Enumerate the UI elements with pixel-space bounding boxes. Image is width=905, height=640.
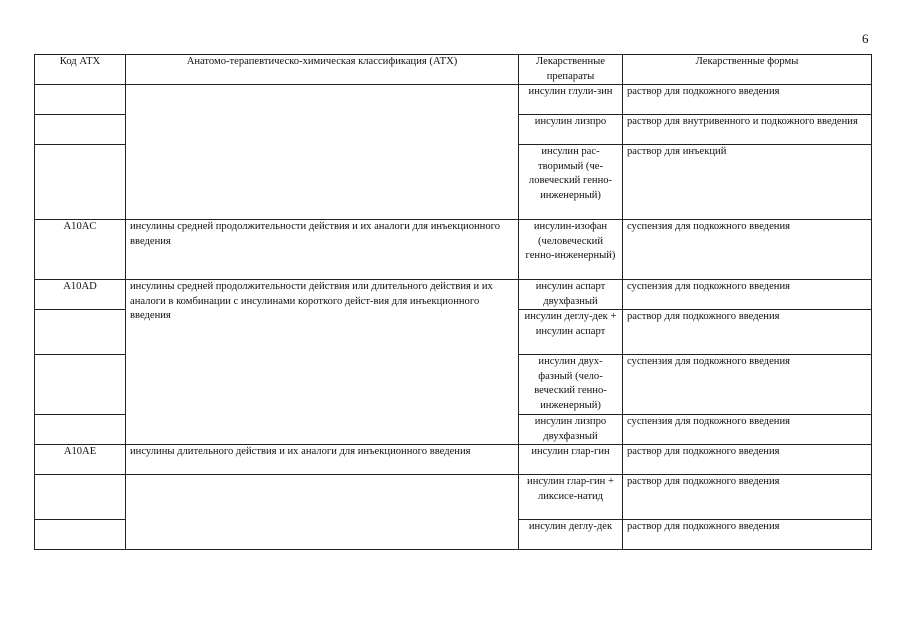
header-drugs: Лекарственные препараты — [519, 55, 623, 85]
drug-cell: инсулин аспарт двухфазный — [519, 280, 623, 310]
classification-cell — [126, 475, 519, 550]
header-classification: Анатомо-терапевтическо-химическая классификация (АТХ) — [126, 55, 519, 85]
atx-code-cell — [35, 415, 126, 445]
table-header-row — [35, 55, 872, 85]
header-code: Код АТХ — [35, 55, 126, 85]
atx-code-cell — [35, 355, 126, 415]
drug-cell: инсулин деглу-дек — [519, 520, 623, 550]
form-cell: раствор для инъекций — [623, 145, 872, 220]
drug-cell: инсулин лизпро двухфазный — [519, 415, 623, 445]
classification-cell: инсулины средней продолжительности действия или длительного действия и их аналоги в комбинации с инсулинами короткого дейст-вия для инъекционного введения — [126, 280, 519, 445]
table-row — [35, 445, 872, 475]
atx-code-cell — [35, 475, 126, 520]
form-cell: раствор для внутривенного и подкожного введения — [623, 115, 872, 145]
drug-cell: инсулин глули-зин — [519, 85, 623, 115]
drug-cell: инсулин лизпро — [519, 115, 623, 145]
table-row — [35, 280, 872, 310]
table-row — [35, 85, 872, 115]
drug-cell: инсулин рас-творимый (че-ловеческий генно-инженерный) — [519, 145, 623, 220]
atx-code-cell — [35, 145, 126, 220]
form-cell: суспензия для подкожного введения — [623, 355, 872, 415]
classification-cell: инсулины средней продолжительности действия и их аналоги для инъекционного введения — [126, 220, 519, 280]
table-row — [35, 475, 872, 520]
drug-cell: инсулин глар-гин — [519, 445, 623, 475]
classification-cell — [126, 85, 519, 220]
form-cell: раствор для подкожного введения — [623, 310, 872, 355]
atx-code-cell — [35, 520, 126, 550]
table-row — [35, 220, 872, 280]
atx-code-cell: A10AC — [35, 220, 126, 280]
drug-cell: инсулин двух-фазный (чело-веческий генно-инженерный) — [519, 355, 623, 415]
atx-code-cell: A10AE — [35, 445, 126, 475]
form-cell: раствор для подкожного введения — [623, 445, 872, 475]
atx-code-cell: A10AD — [35, 280, 126, 310]
form-cell: суспензия для подкожного введения — [623, 220, 872, 280]
form-cell: суспензия для подкожного введения — [623, 280, 872, 310]
form-cell: раствор для подкожного введения — [623, 475, 872, 520]
header-forms: Лекарственные формы — [623, 55, 872, 85]
form-cell: раствор для подкожного введения — [623, 520, 872, 550]
drug-cell: инсулин глар-гин + ликсисе-натид — [519, 475, 623, 520]
drug-cell: инсулин-изофан (человеческий генно-инженерный) — [519, 220, 623, 280]
form-cell: суспензия для подкожного введения — [623, 415, 872, 445]
form-cell: раствор для подкожного введения — [623, 85, 872, 115]
atx-code-cell — [35, 85, 126, 115]
atx-code-cell — [35, 115, 126, 145]
classification-cell: инсулины длительного действия и их аналоги для инъекционного введения — [126, 445, 519, 475]
atx-code-cell — [35, 310, 126, 355]
page-number: 6 — [862, 31, 869, 46]
drug-cell: инсулин деглу-дек + инсулин аспарт — [519, 310, 623, 355]
atx-table — [34, 54, 872, 550]
